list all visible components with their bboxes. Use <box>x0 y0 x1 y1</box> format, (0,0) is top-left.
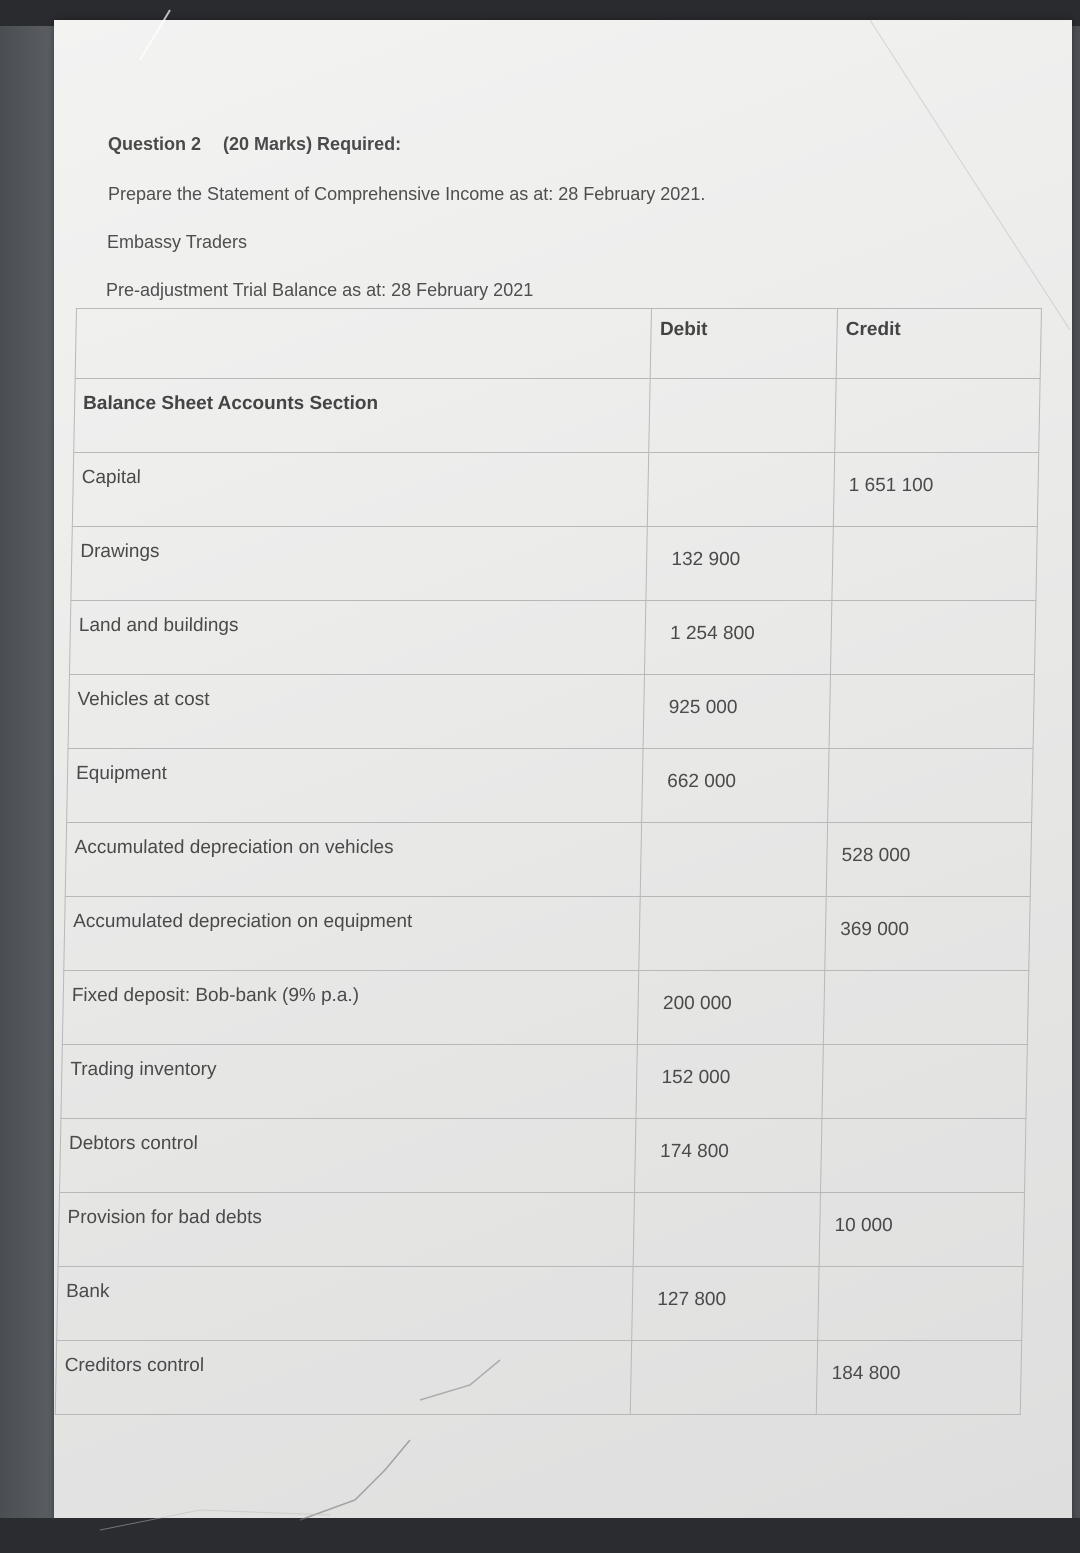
question-number: Question 2 <box>108 134 202 154</box>
table-row <box>68 675 1034 749</box>
credit-amount <box>821 1119 1026 1193</box>
background-bottom <box>0 1518 1080 1553</box>
table-row <box>62 971 1028 1045</box>
account-name: Drawings <box>71 527 648 601</box>
credit-amount: 10 000 <box>819 1193 1024 1267</box>
table-row <box>65 823 1031 897</box>
header-account <box>75 309 652 379</box>
debit-amount: 200 000 <box>638 971 825 1045</box>
account-name: Fixed deposit: Bob-bank (9% p.a.) <box>62 971 639 1045</box>
debit-amount: 132 900 <box>646 527 833 601</box>
table-row <box>58 1193 1024 1267</box>
account-name: Creditors control <box>55 1341 632 1415</box>
credit-amount <box>818 1267 1023 1341</box>
credit-amount <box>829 675 1034 749</box>
table-row <box>61 1045 1027 1119</box>
table-row <box>67 749 1033 823</box>
section-credit <box>835 379 1040 453</box>
debit-amount: 925 000 <box>643 675 830 749</box>
credit-amount <box>832 527 1037 601</box>
section-row <box>74 379 1040 453</box>
debit-amount <box>641 823 828 897</box>
credit-amount: 1 651 100 <box>833 453 1038 527</box>
company-name: Embassy Traders <box>107 232 248 252</box>
table-row <box>64 897 1030 971</box>
debit-amount <box>639 897 826 971</box>
account-name: Land and buildings <box>69 601 646 675</box>
table-row <box>60 1119 1026 1193</box>
debit-amount: 662 000 <box>642 749 829 823</box>
table-body <box>55 453 1038 1415</box>
account-name: Provision for bad debts <box>58 1193 635 1267</box>
trial-balance-table <box>55 308 1042 1415</box>
credit-amount <box>831 601 1036 675</box>
question-marks: (20 Marks) Required: <box>223 134 402 154</box>
debit-amount: 152 000 <box>636 1045 823 1119</box>
debit-amount <box>648 453 835 527</box>
debit-amount <box>631 1341 818 1415</box>
trial-balance-title: Pre-adjustment Trial Balance as at: 28 February 2021 <box>106 280 534 300</box>
credit-amount <box>828 749 1033 823</box>
table-row <box>57 1267 1023 1341</box>
table-row <box>71 527 1037 601</box>
account-name: Accumulated depreciation on vehicles <box>65 823 642 897</box>
table-header-row <box>75 309 1041 379</box>
account-name: Bank <box>57 1267 634 1341</box>
debit-amount <box>633 1193 820 1267</box>
debit-amount: 174 800 <box>635 1119 822 1193</box>
question-heading <box>108 134 401 155</box>
credit-amount: 528 000 <box>826 823 1031 897</box>
debit-amount: 127 800 <box>632 1267 819 1341</box>
credit-amount: 369 000 <box>825 897 1030 971</box>
header-debit: Debit <box>651 309 838 379</box>
account-name: Trading inventory <box>61 1045 638 1119</box>
table-row <box>69 601 1035 675</box>
account-name: Debtors control <box>60 1119 637 1193</box>
section-label: Balance Sheet Accounts Section <box>74 379 651 453</box>
table-row <box>72 453 1038 527</box>
account-name: Capital <box>72 453 649 527</box>
section-debit <box>649 379 836 453</box>
credit-amount: 184 800 <box>816 1341 1021 1415</box>
instruction-text: Prepare the Statement of Comprehensive Income as at: 28 February 2021. <box>108 184 706 204</box>
account-name: Accumulated depreciation on equipment <box>64 897 641 971</box>
debit-amount: 1 254 800 <box>645 601 832 675</box>
background-left <box>0 0 60 1553</box>
header-credit: Credit <box>836 309 1041 379</box>
credit-amount <box>822 1045 1027 1119</box>
account-name: Equipment <box>67 749 644 823</box>
table-row <box>55 1341 1021 1415</box>
credit-amount <box>824 971 1029 1045</box>
account-name: Vehicles at cost <box>68 675 645 749</box>
